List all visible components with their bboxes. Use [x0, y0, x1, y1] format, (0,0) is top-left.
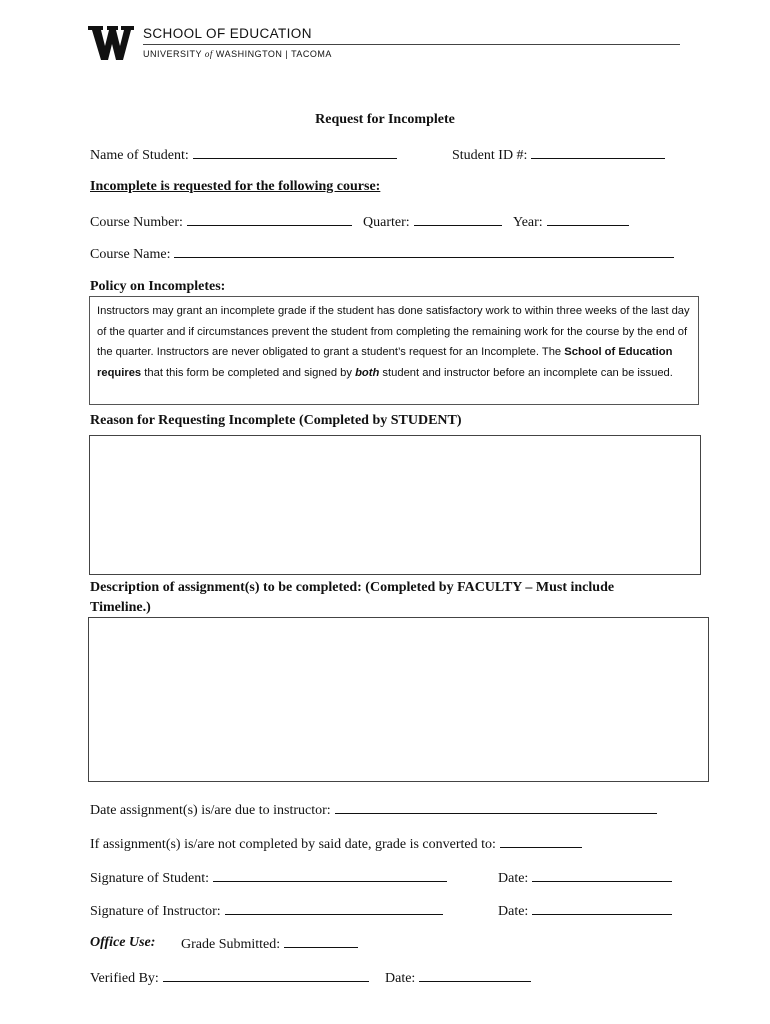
- verified-date-blank[interactable]: [419, 969, 531, 982]
- grade-submitted-label: Grade Submitted:: [181, 937, 281, 952]
- student-signature-label: Signature of Student:: [90, 871, 209, 886]
- quarter-field[interactable]: [363, 213, 502, 231]
- verified-date-field[interactable]: [385, 969, 531, 987]
- converted-grade-label: If assignment(s) is/are not completed by said date, grade is converted to:: [90, 837, 496, 852]
- verified-by-field[interactable]: [90, 969, 369, 987]
- header-rule: [143, 44, 680, 45]
- verified-by-label: Verified By:: [90, 971, 159, 986]
- school-name: SCHOOL OF EDUCATION: [143, 26, 312, 41]
- course-number-field[interactable]: [90, 213, 352, 231]
- year-field[interactable]: [513, 213, 629, 231]
- due-date-field[interactable]: [90, 801, 657, 819]
- student-date-blank[interactable]: [532, 869, 672, 882]
- reason-heading: Reason for Requesting Incomplete (Completed by STUDENT): [90, 413, 462, 428]
- reason-textbox[interactable]: [89, 435, 701, 575]
- grade-submitted-field[interactable]: [181, 935, 358, 953]
- due-date-label: Date assignment(s) is/are due to instructor:: [90, 803, 331, 818]
- policy-box: Instructors may grant an incomplete grade if the student has done satisfactory work to within three weeks of the last day of the quarter and if circumstances prevent the student from completing the remaining work for the course by the end of the quarter. Instructors are never obligated to grant a student’s request for an Incomplete. The School of Education requires that this form be completed and signed by both student and instructor before an incomplete can be issued.: [89, 296, 699, 405]
- instructor-signature-field[interactable]: [90, 902, 443, 920]
- grade-submitted-blank[interactable]: [284, 935, 358, 948]
- course-number-blank[interactable]: [187, 213, 352, 226]
- office-use-label: Office Use:: [90, 935, 156, 950]
- student-date-label: Date:: [498, 871, 529, 886]
- university-name: UNIVERSITY of WASHINGTON | TACOMA: [143, 49, 332, 59]
- student-signature-field[interactable]: [90, 869, 447, 887]
- description-heading-line2: Timeline.): [90, 600, 151, 615]
- quarter-label: Quarter:: [363, 215, 410, 230]
- instructor-date-label: Date:: [498, 904, 529, 919]
- verified-date-label: Date:: [385, 971, 416, 986]
- quarter-blank[interactable]: [414, 213, 502, 226]
- year-blank[interactable]: [547, 213, 629, 226]
- form-title: Request for Incomplete: [315, 112, 455, 127]
- course-heading: Incomplete is requested for the following course:: [90, 179, 381, 194]
- course-name-label: Course Name:: [90, 247, 171, 262]
- converted-grade-blank[interactable]: [500, 835, 582, 848]
- year-label: Year:: [513, 215, 543, 230]
- verified-by-blank[interactable]: [163, 969, 369, 982]
- description-heading-line1: Description of assignment(s) to be completed: (Completed by FACULTY – Must include: [90, 580, 615, 595]
- course-number-label: Course Number:: [90, 215, 183, 230]
- student-date-field[interactable]: [498, 869, 672, 887]
- name-of-student-field[interactable]: [90, 146, 397, 164]
- student-id-label: Student ID #:: [452, 148, 528, 163]
- instructor-signature-blank[interactable]: [225, 902, 443, 915]
- student-id-field[interactable]: [452, 146, 665, 164]
- uw-w-logo: [88, 26, 134, 60]
- description-textbox[interactable]: [88, 617, 709, 782]
- student-signature-blank[interactable]: [213, 869, 447, 882]
- course-name-blank[interactable]: [174, 245, 674, 258]
- course-name-field[interactable]: [90, 245, 674, 263]
- instructor-date-field[interactable]: [498, 902, 672, 920]
- converted-grade-field[interactable]: [90, 835, 582, 853]
- name-blank[interactable]: [193, 146, 397, 159]
- name-label: Name of Student:: [90, 148, 189, 163]
- instructor-signature-label: Signature of Instructor:: [90, 904, 221, 919]
- instructor-date-blank[interactable]: [532, 902, 672, 915]
- student-id-blank[interactable]: [531, 146, 665, 159]
- due-date-blank[interactable]: [335, 801, 657, 814]
- policy-heading: Policy on Incompletes:: [90, 279, 226, 294]
